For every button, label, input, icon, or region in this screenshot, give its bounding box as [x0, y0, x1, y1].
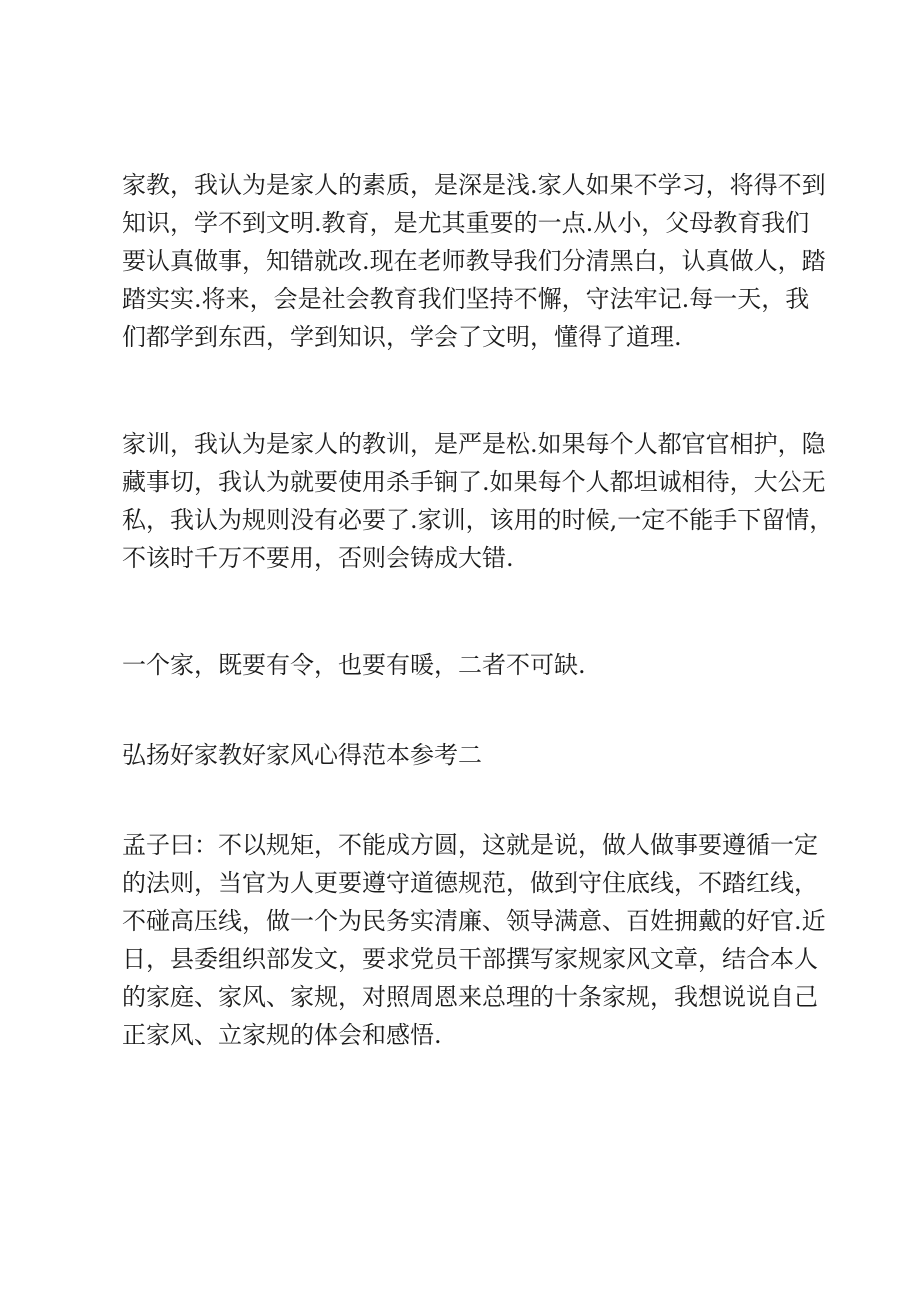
text-line: 家训，我认为是家人的教训，是严是松.如果每个人都官官相护，隐	[122, 430, 826, 458]
text-line: 正家风、立家规的体会和感悟.	[122, 1021, 442, 1049]
text-line: 知识，学不到文明.教育，是尤其重要的一点.从小，父母教育我们	[122, 209, 810, 237]
text-line: 一个家，既要有令，也要有暖，二者不可缺.	[122, 651, 586, 679]
text-line: 藏事切，我认为就要使用杀手锏了.如果每个人都坦诚相待，大公无	[122, 468, 826, 496]
text-line: 要认真做事，知错就改.现在老师教导我们分清黑白，认真做人，踏	[122, 247, 826, 275]
text-line: 不碰高压线，做一个为民务实清廉、领导满意、百姓拥戴的好官.近	[122, 907, 826, 935]
heading-text: 弘扬好家教好家风心得范本参考二	[122, 741, 482, 769]
text-line: 私，我认为规则没有必要了.家训，该用的时候,一定不能手下留情，	[122, 506, 834, 534]
text-line: 踏实实.将来，会是社会教育我们坚持不懈，守法牢记.每一天，我	[122, 285, 810, 313]
text-line: 们都学到东西，学到知识，学会了文明，懂得了道理.	[122, 323, 682, 351]
section-heading	[122, 736, 812, 774]
paragraph-family-summary	[122, 646, 812, 684]
text-line: 的法则，当官为人更要遵守道德规范，做到守住底线，不踏红线，	[122, 869, 818, 897]
text-line: 日，县委组织部发文，要求党员干部撰写家规家风文章，结合本人	[122, 945, 818, 973]
text-line: 家教，我认为是家人的素质，是深是浅.家人如果不学习，将得不到	[122, 171, 826, 199]
paragraph-mencius	[122, 826, 826, 1054]
paragraph-family-precepts	[122, 425, 834, 577]
text-line: 孟子曰：不以规矩，不能成方圆，这就是说，做人做事要遵循一定	[122, 831, 818, 859]
paragraph-family-education	[122, 166, 826, 356]
text-line: 的家庭、家风、家规，对照周恩来总理的十条家规，我想说说自己	[122, 983, 818, 1011]
text-line: 不该时千万不要用，否则会铸成大错.	[122, 544, 514, 572]
